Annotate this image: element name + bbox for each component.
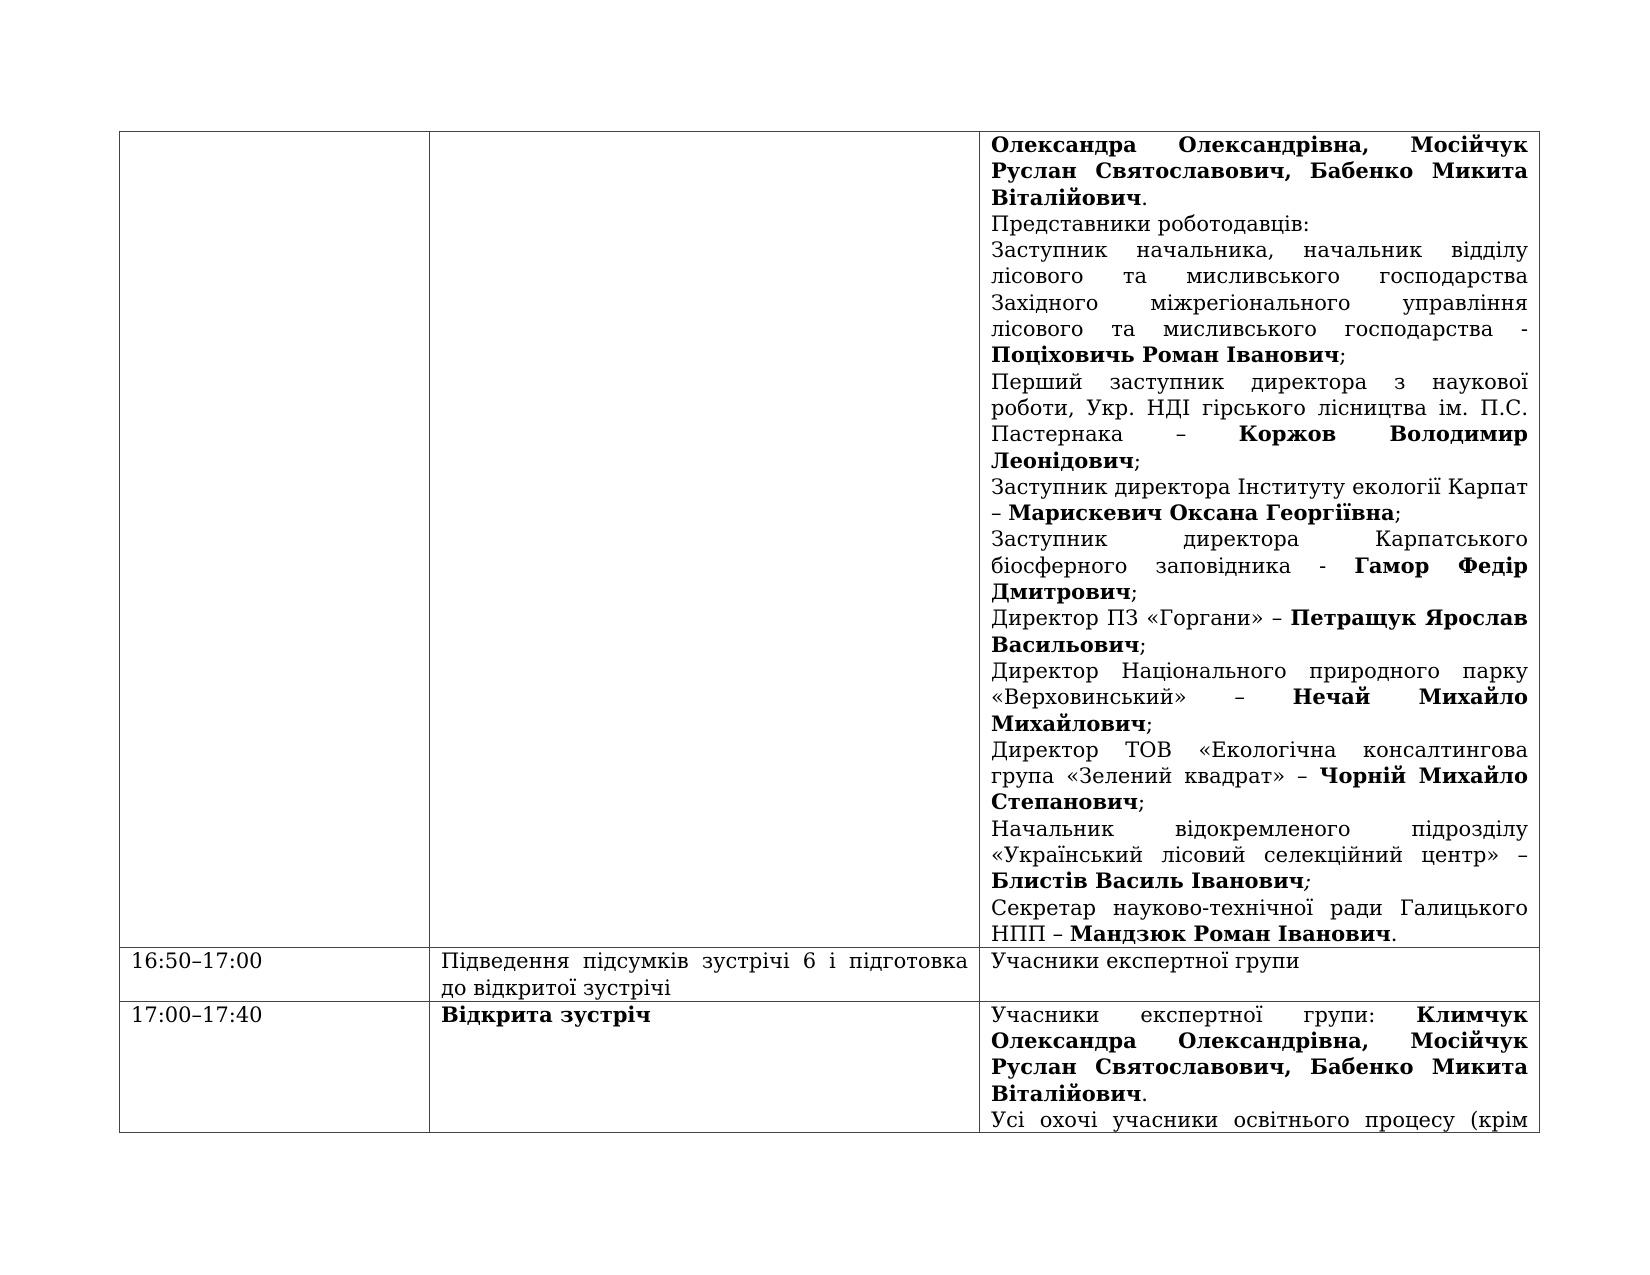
time-cell: 17:00–17:40 — [120, 1001, 430, 1132]
list-item: Заступник директора Інституту екології Карпат – Марискевич Оксана Георгіївна; — [991, 474, 1528, 526]
participants-cell: Учасники експертної групи — [980, 948, 1540, 1002]
list-item: Перший заступник директора з наукової роботи, Укр. НДІ гірського лісництва ім. П.С. Пастернака – Коржов Володимир Леонідович; — [991, 369, 1528, 473]
participants-tail: Усі охочі учасники освітнього процесу (крім — [991, 1107, 1528, 1132]
activity-cell — [430, 1001, 980, 1132]
list-item: Начальник відокремленого підрозділу «Український лісовий селекційний центр» – Блиcтів Василь Іванович; — [991, 816, 1528, 894]
participants-cell: Учасники експертної групи: Климчук Олександра Олександрівна, Мосійчук Руслан Святославович, Бабенко Микита Віталійович. Усі охочі учасники освітнього процесу (крім — [980, 1001, 1540, 1132]
table-row — [120, 132, 1540, 948]
list-item: Секретар науково-технічної ради Галицького НПП – Мандзюк Роман Іванович. — [991, 895, 1528, 946]
schedule-table — [119, 131, 1540, 1133]
time-cell — [120, 132, 430, 948]
table-row — [120, 948, 1540, 1002]
participants-cell: Олександра Олександрівна, Мосійчук Руслан Святославович, Бабенко Микита Віталійович. Представники роботодавців: Заступник начальника, начальник відділу лісового та мисливського господарства Західного міжрегіонального управління лісового та мисливського господарства - Поціховичь Роман Іванович; Перший заступник директора з наукової роботи, Укр. НДІ гірського лісництва ім. П.С. Пастернака – Коржов Володимир Леонідович; Заступник директора Інституту екології Карпат – Марискевич Оксана Георгіївна; Заступник директора Карпатського біосферного заповідника - Гамор Федір Дмитрович; Директор ПЗ «Горгани» – Петращук Ярослав Васильович; Директор Національного природного парку «Верховинський» – Нечай Михайло Михайлович; Директор ТОВ «Екологічна консалтингова група «Зелений квадрат» – Чорній Михайло Степанович; Начальник відокремленого підрозділу «Український лісовий селекційний центр» – Блиcтів Василь Іванович; Секретар науково-технічної ради Галицького НПП – Мандзюк Роман Іванович. — [980, 132, 1540, 948]
employers-header: Представники роботодавців: — [991, 211, 1310, 236]
expert-name: Бабенко Микита Віталійович — [991, 158, 1528, 210]
list-item: Директор Національного природного парку «Верховинський» – Нечай Михайло Михайлович; — [991, 658, 1529, 736]
table-row — [120, 1001, 1540, 1132]
list-item: Директор ТОВ «Екологічна консалтингова група «Зелений квадрат» – Чорній Михайло Степанович; — [991, 737, 1528, 815]
activity-cell — [430, 132, 980, 948]
activity-title: Відкрита зустріч — [441, 1001, 651, 1027]
activity-cell: Підведення підсумків зустрічі 6 і підготовка до відкритої зустрічі — [430, 948, 980, 1002]
list-item: Заступник начальника, начальник відділу лісового та мисливського господарства Західного міжрегіонального управління лісового та мисливського господарства - Поціховичь Роман Іванович; — [991, 238, 1528, 368]
expert-name: Олександра Олександрівна, — [991, 132, 1370, 157]
expert-names: Климчук Олександра Олександрівна, Мосійчук Руслан Святославович, Бабенко Микита Віталійович — [991, 1001, 1528, 1106]
expert-name: Мосійчук Руслан Святославович, — [991, 132, 1528, 184]
time-cell: 16:50–17:00 — [120, 948, 430, 1002]
list-item: Директор ПЗ «Горгани» – Петращук Ярослав Васильович; — [991, 605, 1528, 657]
list-item: Заступник директора Карпатського біосферного заповідника - Гамор Федір Дмитрович; — [991, 527, 1528, 605]
